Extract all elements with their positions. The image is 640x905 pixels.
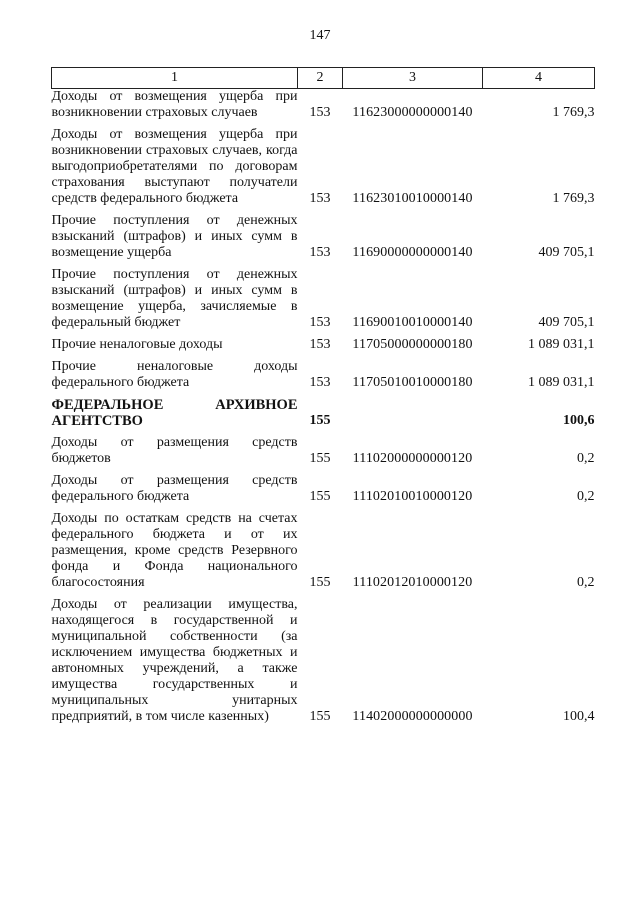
row-name: Прочие неналоговые доходы xyxy=(51,337,223,352)
row-amount: 0,2 xyxy=(577,575,595,590)
row-amount: 409 705,1 xyxy=(538,315,595,330)
table-row xyxy=(52,267,595,331)
row-classification-code: 11102012010000120 xyxy=(352,575,473,590)
row-chapter-code: 153 xyxy=(309,191,331,206)
row-amount: 100,6 xyxy=(563,413,595,428)
row-classification-code: 11705000000000180 xyxy=(352,337,473,352)
row-chapter-code: 153 xyxy=(309,315,331,330)
row-name: Доходы от возмещения ущерба при возникновении страховых случаев xyxy=(51,89,298,120)
row-amount: 0,2 xyxy=(577,489,595,504)
row-chapter-code: 155 xyxy=(309,709,331,724)
table-row xyxy=(52,511,595,591)
header-col-2: 2 xyxy=(298,68,343,89)
row-amount: 1 769,3 xyxy=(552,105,595,120)
row-classification-code: 11623010010000140 xyxy=(352,191,473,206)
row-chapter-code: 153 xyxy=(309,375,331,390)
table-row xyxy=(52,213,595,261)
row-name: Прочие поступления от денежных взысканий (штрафов) и иных сумм в возмещение ущерба, зачисляемые в федеральный бюджет xyxy=(51,267,298,330)
page-number: 147 xyxy=(309,28,331,43)
revenue-table xyxy=(51,67,595,725)
table-row xyxy=(52,359,595,391)
row-classification-code: 11102010010000120 xyxy=(352,489,473,504)
row-amount: 1 089 031,1 xyxy=(528,337,595,352)
row-classification-code: 11705010010000180 xyxy=(352,375,473,390)
row-classification-code: 11623000000000140 xyxy=(352,105,473,120)
table-row xyxy=(52,473,595,505)
row-chapter-code: 155 xyxy=(309,413,331,428)
row-amount: 100,4 xyxy=(563,709,595,724)
row-amount: 409 705,1 xyxy=(538,245,595,260)
row-chapter-code: 153 xyxy=(309,105,331,120)
row-classification-code: 11102000000000120 xyxy=(352,451,473,466)
table-row xyxy=(52,435,595,467)
table-row xyxy=(52,397,595,429)
table-row xyxy=(52,337,595,353)
row-amount: 1 089 031,1 xyxy=(528,375,595,390)
table-row xyxy=(52,127,595,207)
row-classification-code: 11402000000000000 xyxy=(352,709,473,724)
table-header xyxy=(52,68,595,89)
row-name: Доходы от возмещения ущерба при возникновении страховых случаев, когда выгодоприобретателями по договорам страхования выступают получатели средств федерального бюджета xyxy=(51,127,298,206)
row-classification-code: 11690000000000140 xyxy=(352,245,473,260)
table-body xyxy=(52,89,595,726)
row-name: Доходы от реализации имущества, находящегося в государственной и муниципальной собственности (за исключением имущества бюджетных и автономных учреждений, а также имущества государственных и муниципальных унитарных предприятий, в том числе казенных) xyxy=(51,597,298,724)
row-name: Прочие поступления от денежных взысканий (штрафов) и иных сумм в возмещение ущерба xyxy=(51,213,298,260)
row-amount: 1 769,3 xyxy=(552,191,595,206)
row-chapter-code: 155 xyxy=(309,575,331,590)
header-col-1: 1 xyxy=(52,68,298,89)
row-name: Доходы от размещения средств федерального бюджета xyxy=(51,473,298,504)
row-chapter-code: 155 xyxy=(309,489,331,504)
row-name: Доходы по остаткам средств на счетах федерального бюджета и от их размещения, кроме средств Резервного фонда и Фонда национального благосостояния xyxy=(51,511,298,590)
row-chapter-code: 153 xyxy=(309,337,331,352)
row-classification-code xyxy=(343,397,483,429)
row-name: ФЕДЕРАЛЬНОЕ АРХИВНОЕ АГЕНТСТВО xyxy=(51,397,298,429)
row-classification-code: 11690010010000140 xyxy=(352,315,473,330)
table-row xyxy=(52,597,595,725)
header-col-3: 3 xyxy=(343,68,483,89)
row-name: Прочие неналоговые доходы федерального бюджета xyxy=(51,359,298,390)
row-chapter-code: 155 xyxy=(309,451,331,466)
row-amount: 0,2 xyxy=(577,451,595,466)
header-col-4: 4 xyxy=(483,68,595,89)
row-name: Доходы от размещения средств бюджетов xyxy=(51,435,298,466)
table-row xyxy=(52,89,595,122)
row-chapter-code: 153 xyxy=(309,245,331,260)
